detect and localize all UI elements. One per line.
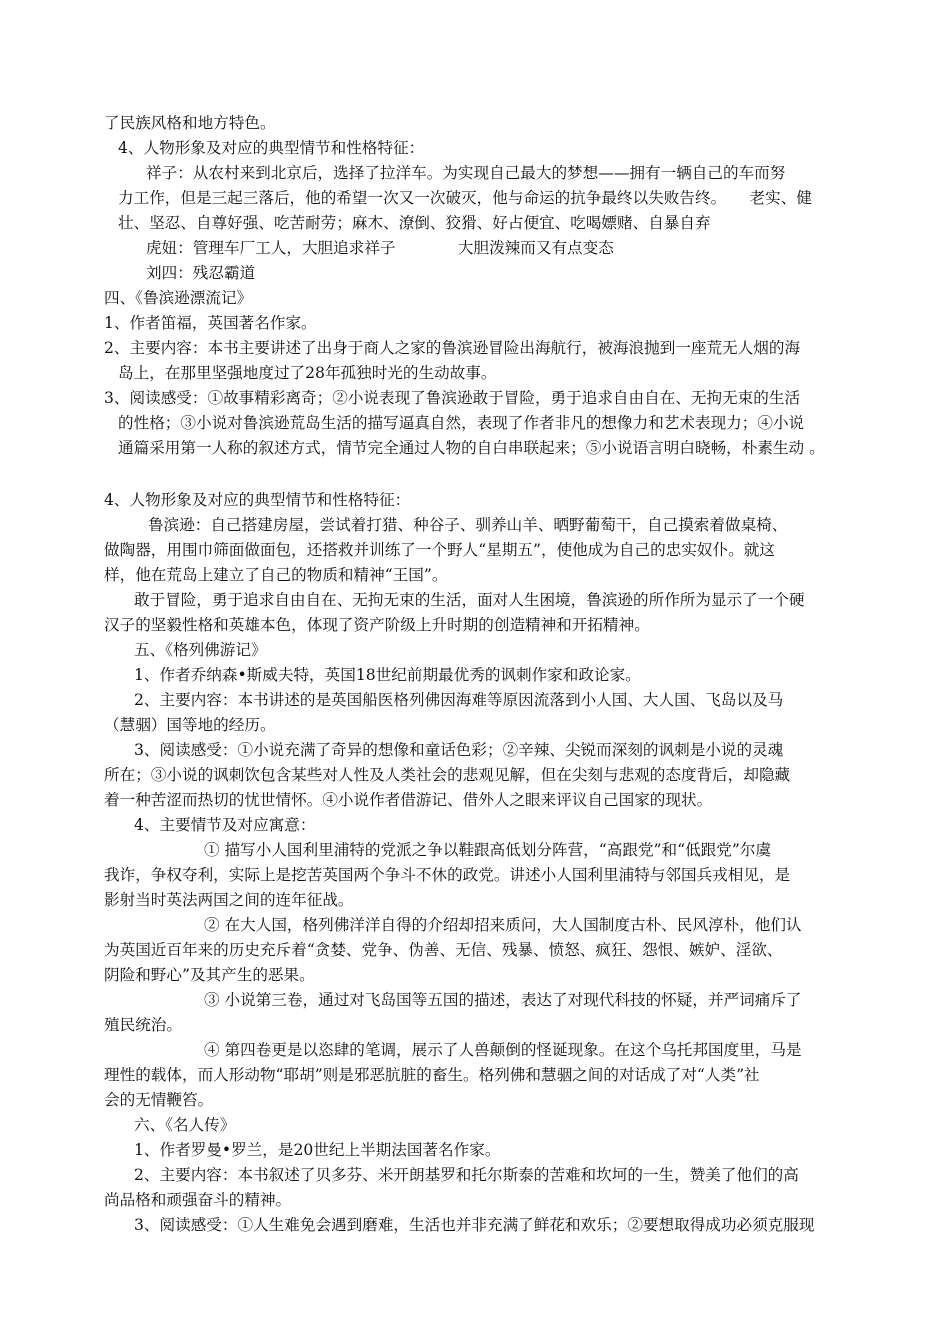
text-line: 阴险和野心”及其产生的恶果。: [104, 966, 315, 984]
text-line: 六、《名人传》: [134, 1116, 236, 1134]
text-line: ② 在大人国，格列佛洋洋自得的介绍却招来质问，大人国制度古朴、民风淳朴，他们认: [204, 916, 802, 934]
text-line: 样，他在荒岛上建立了自己的物质和精神“王国”。: [104, 566, 448, 584]
text-line: 力工作，但是三起三落后，他的希望一次又一次破灭，他与命运的抗争最终以失败告终。 老实、健: [118, 189, 812, 207]
text-line: 4、人物形象及对应的典型情节和性格特征：: [104, 491, 411, 509]
text-line: 3、阅读感受：①小说充满了奇异的想像和童话色彩；②辛辣、尖锐而深刻的讽刺是小说的灵魂: [134, 741, 784, 759]
text-line: 殖民统治。: [104, 1016, 182, 1034]
text-line: 着一种苦涩而热切的忧世情怀。④小说作者借游记、借外人之眼来评议自己国家的现状。: [104, 791, 713, 809]
text-line: 通篇采用第一人称的叙述方式，情节完全通过人物的自白串联起来；⑤小说语言明白晓畅，朴素生动 。: [118, 439, 825, 457]
text-line: 会的无情鞭笞。: [104, 1091, 214, 1109]
text-line: 为英国近百年来的历史充斥着“贪婪、党争、伪善、无信、残暴、愤怒、疯狂、怨恨、嫉妒、淫欲、: [104, 941, 783, 959]
text-line: 2、主要内容：本书主要讲述了出身于商人之家的鲁滨逊冒险出海航行，被海浪抛到一座荒无人烟的海: [104, 339, 801, 357]
text-line: 2、主要内容：本书叙述了贝多芬、米开朗基罗和托尔斯泰的苦难和坎坷的一生，赞美了他们的高: [134, 1166, 799, 1184]
text-line: 3、阅读感受：①人生难免会遇到磨难，生活也并非充满了鲜花和欢乐；②要想取得成功必须克服现: [134, 1216, 815, 1234]
blank-line: [104, 461, 864, 488]
text-line: 2、主要内容：本书讲述的是英国船医格列佛因海难等原因流落到小人国、大人国、飞岛以及马: [134, 691, 784, 709]
text-line: ④ 第四卷更是以恣肆的笔调，展示了人兽颠倒的怪诞现象。在这个乌托邦国度里，马是: [204, 1041, 802, 1059]
text-line: 鲁滨逊：自己搭建房屋，尝试着打猎、种谷子、驯养山羊、晒野葡萄干，自己摸索着做桌椅、: [148, 516, 788, 534]
text-line: 岛上，在那里坚强地度过了28年孤独时光的生动故事。: [118, 364, 497, 382]
text-line: 敢于冒险，勇于追求自由自在、无拘无束的生活，面对人生困境，鲁滨逊的所作所为显示了一个硬: [134, 591, 805, 609]
text-line: 的性格；③小说对鲁滨逊荒岛生活的描写逼真自然，表现了作者非凡的想像力和艺术表现力；④小说: [118, 414, 805, 432]
text-line: （慧骃）国等地的经历。: [104, 716, 276, 734]
text-line: 我诈，争权夺利，实际上是挖苦英国两个争斗不休的政党。讲述小人国利里浦特与邻国兵戎相见，是: [104, 866, 791, 884]
text-line: 3、阅读感受：①故事精彩离奇；②小说表现了鲁滨逊敢于冒险，勇于追求自由自在、无拘无束的生活: [104, 389, 801, 407]
text-line: 1、作者乔纳森•斯威夫特，英国18世纪前期最优秀的讽刺作家和政论家。: [134, 666, 641, 684]
text-line: 影射当时英法两国之间的连年征战。: [104, 891, 354, 909]
text-line: 壮、坚忍、自尊好强、吃苦耐劳；麻木、潦倒、狡猾、好占便宜、吃喝嫖赌、自暴自弃: [118, 214, 711, 232]
text-line: 1、作者笛福，英国著名作家。: [104, 314, 317, 332]
text-line: 4、人物形象及对应的典型情节和性格特征：: [118, 139, 425, 157]
text-line: 五、《格列佛游记》: [134, 641, 267, 659]
text-line: 理性的载体，而人形动物“耶胡”则是邪恶肮脏的畜生。格列佛和慧骃之间的对话成了对“人类”社: [104, 1066, 760, 1084]
text-line: 虎妞：管理车厂工人，大胆追求祥子 大胆泼辣而又有点变态: [146, 239, 614, 257]
text-line: 祥子：从农村来到北京后，选择了拉洋车。为实现自己最大的梦想——拥有一辆自己的车而努: [146, 164, 786, 182]
text-line: 做陶器，用围巾筛面做面包，还搭救并训练了一个野人“星期五”，使他成为自己的忠实奴仆。就这: [104, 541, 775, 559]
text-line: 了民族风格和地方特色。: [104, 114, 276, 132]
text-line: 4、主要情节及对应寓意：: [134, 816, 316, 834]
text-line: 所在；③小说的讽刺饮包含某些对人性及人类社会的悲观见解，但在尖刻与悲观的态度背后，却隐藏: [104, 766, 791, 784]
text-line: 刘四：残忍霸道: [146, 264, 256, 282]
text-line: 四、《鲁滨逊漂流记》: [104, 289, 253, 307]
text-line: 尚品格和顽强奋斗的精神。: [104, 1191, 292, 1209]
text-line: ③ 小说第三卷，通过对飞岛国等五国的描述，表达了对现代科技的怀疑，并严词痛斥了: [204, 991, 802, 1009]
text-line: 1、作者罗曼•罗兰，是20世纪上半期法国著名作家。: [134, 1141, 501, 1159]
text-line: 汉子的坚毅性格和英雄本色，体现了资产阶级上升时期的创造精神和开拓精神。: [104, 616, 650, 634]
text-line: ① 描写小人国利里浦特的党派之争以鞋跟高低划分阵营，“高跟党”和“低跟党”尔虞: [204, 841, 772, 859]
